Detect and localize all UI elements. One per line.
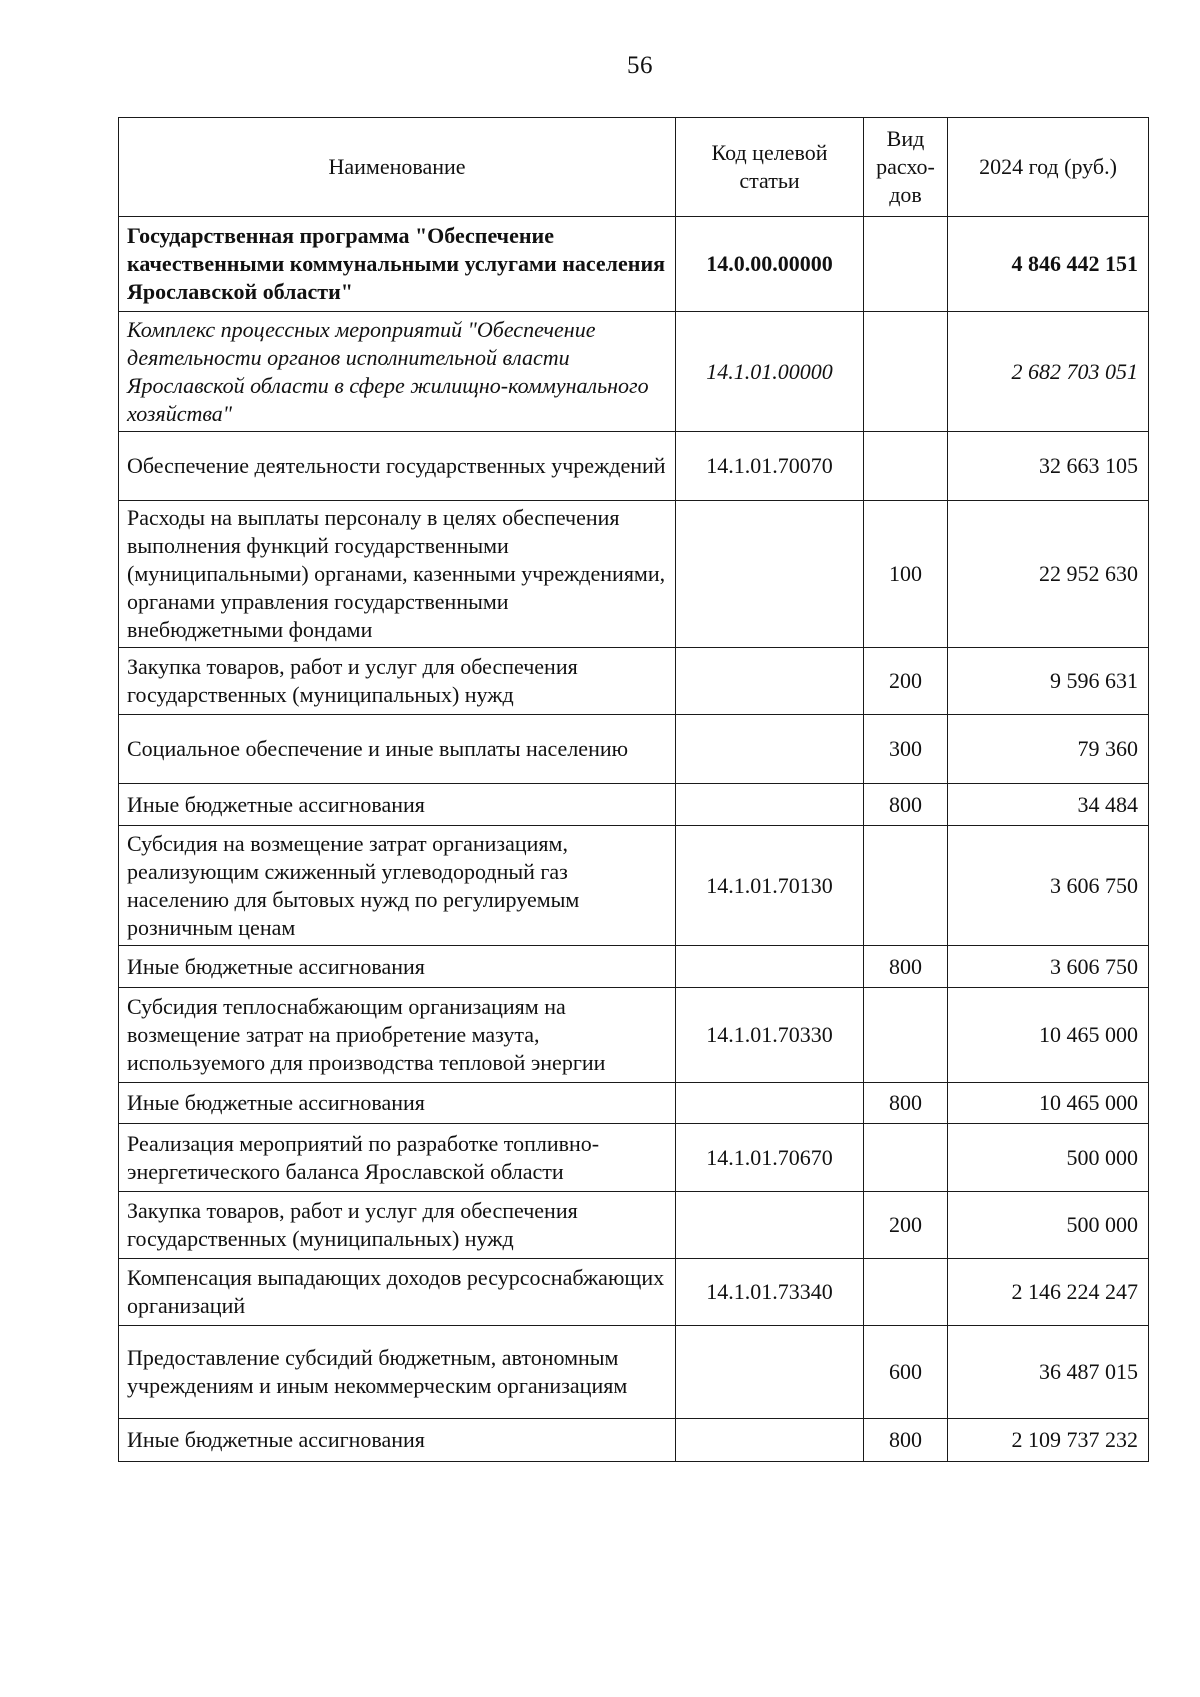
table-row bbox=[119, 217, 1149, 312]
row-type-cell: 200 bbox=[864, 648, 948, 715]
row-code-cell bbox=[676, 1192, 864, 1259]
row-code-cell bbox=[676, 1326, 864, 1419]
row-type-cell bbox=[864, 826, 948, 946]
row-type-cell: 800 bbox=[864, 1083, 948, 1124]
row-name-cell: Иные бюджетные ассигнования bbox=[119, 946, 676, 988]
row-code-cell bbox=[676, 946, 864, 988]
row-type-cell: 800 bbox=[864, 784, 948, 826]
row-type-cell: 100 bbox=[864, 501, 948, 648]
row-amount-cell: 3 606 750 bbox=[948, 826, 1149, 946]
row-type-cell: 800 bbox=[864, 1419, 948, 1462]
row-amount-cell: 32 663 105 bbox=[948, 432, 1149, 501]
table-row bbox=[119, 826, 1149, 946]
table-row bbox=[119, 648, 1149, 715]
budget-table bbox=[118, 117, 1149, 1462]
row-name-cell: Государственная программа "Обеспечение качественными коммунальными услугами населения Ярославской области" bbox=[119, 217, 676, 312]
table-row bbox=[119, 1419, 1149, 1462]
row-amount-cell: 34 484 bbox=[948, 784, 1149, 826]
table-body bbox=[119, 217, 1149, 1462]
table-row bbox=[119, 1083, 1149, 1124]
table-row bbox=[119, 1192, 1149, 1259]
row-name-cell: Обеспечение деятельности государственных учреждений bbox=[119, 432, 676, 501]
page-number: 56 bbox=[627, 52, 653, 79]
table-row bbox=[119, 1124, 1149, 1192]
table-row bbox=[119, 312, 1149, 432]
row-code-cell: 14.1.01.70070 bbox=[676, 432, 864, 501]
row-code-cell: 14.0.00.00000 bbox=[676, 217, 864, 312]
table-row bbox=[119, 432, 1149, 501]
row-code-cell: 14.1.01.73340 bbox=[676, 1259, 864, 1326]
row-name-cell: Социальное обеспечение и иные выплаты населению bbox=[119, 715, 676, 784]
row-amount-cell: 36 487 015 bbox=[948, 1326, 1149, 1419]
row-code-cell bbox=[676, 1083, 864, 1124]
row-amount-cell: 4 846 442 151 bbox=[948, 217, 1149, 312]
header-code: Код целевой статьи bbox=[676, 118, 864, 217]
row-type-cell bbox=[864, 432, 948, 501]
row-amount-cell: 10 465 000 bbox=[948, 988, 1149, 1083]
table-row bbox=[119, 1259, 1149, 1326]
row-name-cell: Закупка товаров, работ и услуг для обеспечения государственных (муниципальных) нужд bbox=[119, 648, 676, 715]
table-row bbox=[119, 784, 1149, 826]
table-row bbox=[119, 715, 1149, 784]
row-code-cell bbox=[676, 501, 864, 648]
row-code-cell bbox=[676, 648, 864, 715]
row-amount-cell: 10 465 000 bbox=[948, 1083, 1149, 1124]
header-type: Вид расхо-дов bbox=[864, 118, 948, 217]
table-row bbox=[119, 501, 1149, 648]
row-type-cell bbox=[864, 312, 948, 432]
row-amount-cell: 22 952 630 bbox=[948, 501, 1149, 648]
header-amount: 2024 год (руб.) bbox=[948, 118, 1149, 217]
row-name-cell: Субсидия на возмещение затрат организациям, реализующим сжиженный углеводородный газ населению для бытовых нужд по регулируемым розничным ценам bbox=[119, 826, 676, 946]
row-name-cell: Предоставление субсидий бюджетным, автономным учреждениям и иным некоммерческим организациям bbox=[119, 1326, 676, 1419]
row-code-cell: 14.1.01.00000 bbox=[676, 312, 864, 432]
row-name-cell: Иные бюджетные ассигнования bbox=[119, 1083, 676, 1124]
row-type-cell bbox=[864, 217, 948, 312]
table-row bbox=[119, 946, 1149, 988]
row-type-cell bbox=[864, 1124, 948, 1192]
row-amount-cell: 3 606 750 bbox=[948, 946, 1149, 988]
row-name-cell: Компенсация выпадающих доходов ресурсоснабжающих организаций bbox=[119, 1259, 676, 1326]
row-code-cell bbox=[676, 715, 864, 784]
row-type-cell bbox=[864, 988, 948, 1083]
table-header-row bbox=[119, 118, 1149, 217]
row-type-cell: 800 bbox=[864, 946, 948, 988]
row-name-cell: Реализация мероприятий по разработке топливно-энергетического баланса Ярославской области bbox=[119, 1124, 676, 1192]
row-name-cell: Субсидия теплоснабжающим организациям на возмещение затрат на приобретение мазута, используемого для производства тепловой энергии bbox=[119, 988, 676, 1083]
row-name-cell: Закупка товаров, работ и услуг для обеспечения государственных (муниципальных) нужд bbox=[119, 1192, 676, 1259]
row-amount-cell: 9 596 631 bbox=[948, 648, 1149, 715]
row-type-cell: 600 bbox=[864, 1326, 948, 1419]
row-amount-cell: 2 146 224 247 bbox=[948, 1259, 1149, 1326]
row-amount-cell: 2 682 703 051 bbox=[948, 312, 1149, 432]
row-name-cell: Иные бюджетные ассигнования bbox=[119, 1419, 676, 1462]
row-amount-cell: 2 109 737 232 bbox=[948, 1419, 1149, 1462]
table-row bbox=[119, 1326, 1149, 1419]
row-type-cell bbox=[864, 1259, 948, 1326]
row-name-cell: Расходы на выплаты персоналу в целях обеспечения выполнения функций государственными (муниципальными) органами, казенными учреждениями, органами управления государственными внебюджетными фондами bbox=[119, 501, 676, 648]
row-code-cell bbox=[676, 784, 864, 826]
row-code-cell bbox=[676, 1419, 864, 1462]
row-name-cell: Иные бюджетные ассигнования bbox=[119, 784, 676, 826]
row-name-cell: Комплекс процессных мероприятий "Обеспечение деятельности органов исполнительной власти Ярославской области в сфере жилищно-коммунального хозяйства" bbox=[119, 312, 676, 432]
row-type-cell: 200 bbox=[864, 1192, 948, 1259]
row-type-cell: 300 bbox=[864, 715, 948, 784]
row-code-cell: 14.1.01.70330 bbox=[676, 988, 864, 1083]
row-amount-cell: 79 360 bbox=[948, 715, 1149, 784]
row-code-cell: 14.1.01.70670 bbox=[676, 1124, 864, 1192]
header-name: Наименование bbox=[119, 118, 676, 217]
row-amount-cell: 500 000 bbox=[948, 1192, 1149, 1259]
table-row bbox=[119, 988, 1149, 1083]
row-amount-cell: 500 000 bbox=[948, 1124, 1149, 1192]
row-code-cell: 14.1.01.70130 bbox=[676, 826, 864, 946]
